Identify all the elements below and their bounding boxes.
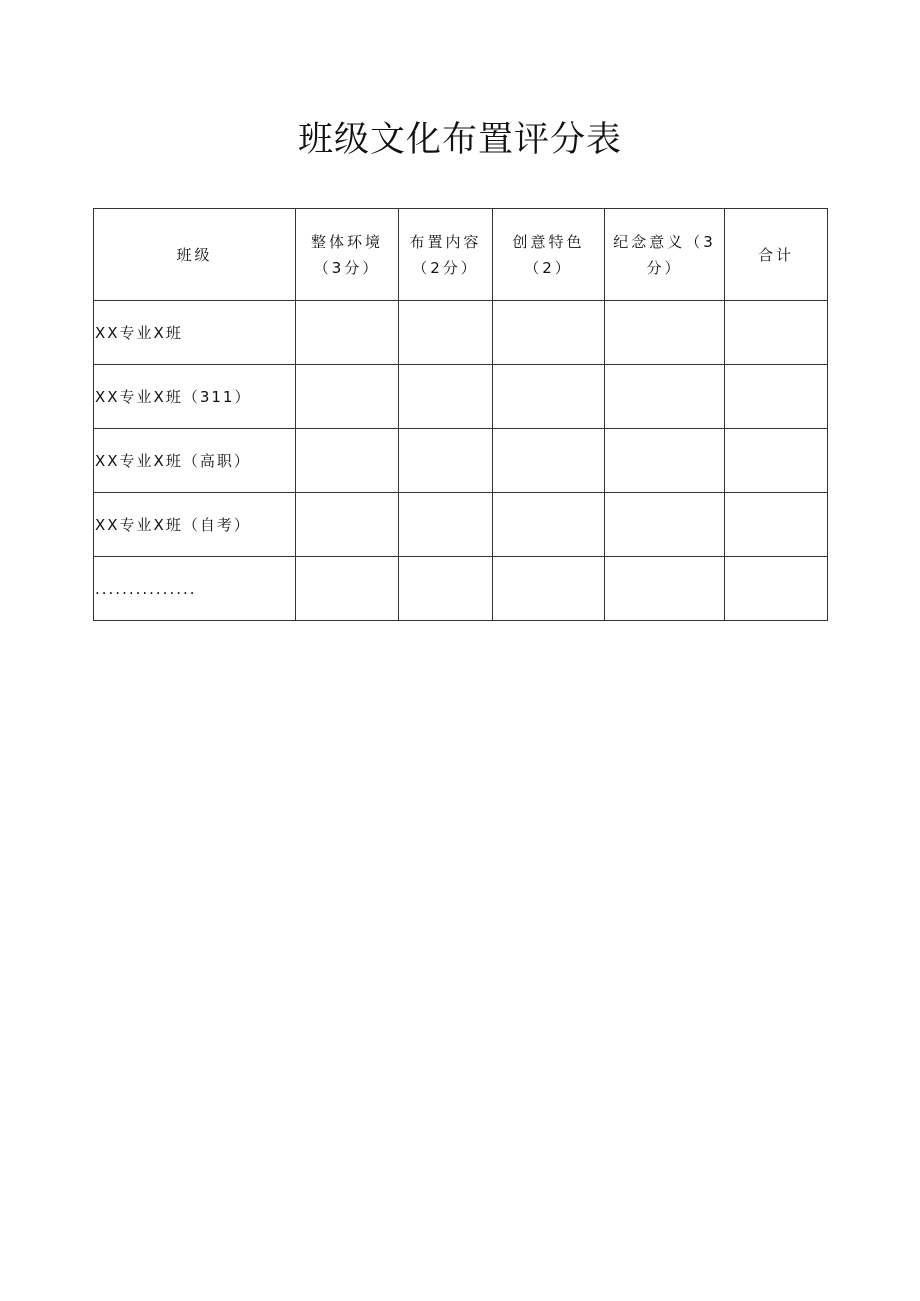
class-name-cell: XX专业X班 [94,301,296,365]
table-row [94,365,828,429]
score-cell-total[interactable] [725,301,828,365]
score-cell-creative[interactable] [493,301,605,365]
header-overall-environment: 整体环境（3分） [296,209,399,301]
class-name-cell: XX专业X班（自考） [94,493,296,557]
score-cell-environment[interactable] [296,301,399,365]
score-cell-content[interactable] [399,493,493,557]
table-row [94,493,828,557]
header-commemorative-meaning: 纪念意义（3分） [605,209,725,301]
score-cell-environment[interactable] [296,365,399,429]
score-cell-total[interactable] [725,429,828,493]
table-row [94,429,828,493]
score-cell-total[interactable] [725,493,828,557]
class-name-cell: XX专业X班（311） [94,365,296,429]
score-cell-creative[interactable] [493,365,605,429]
score-cell-meaning[interactable] [605,493,725,557]
score-cell-environment[interactable] [296,557,399,621]
score-table [93,208,828,621]
score-cell-meaning[interactable] [605,557,725,621]
score-cell-total[interactable] [725,557,828,621]
score-cell-meaning[interactable] [605,301,725,365]
table-row [94,301,828,365]
page-title: 班级文化布置评分表 [297,120,622,160]
score-cell-creative[interactable] [493,557,605,621]
score-cell-meaning[interactable] [605,365,725,429]
table-header [94,209,828,301]
header-row [94,209,828,301]
score-cell-content[interactable] [399,365,493,429]
score-cell-content[interactable] [399,429,493,493]
score-cell-content[interactable] [399,557,493,621]
score-cell-meaning[interactable] [605,429,725,493]
header-class: 班级 [94,209,296,301]
table-body [94,301,828,621]
score-cell-creative[interactable] [493,493,605,557]
class-name-cell: XX专业X班（高职） [94,429,296,493]
score-cell-content[interactable] [399,301,493,365]
header-layout-content: 布置内容（2分） [399,209,493,301]
header-creative-feature: 创意特色（2） [493,209,605,301]
score-cell-environment[interactable] [296,429,399,493]
class-name-cell: ............... [94,557,296,621]
score-cell-environment[interactable] [296,493,399,557]
score-cell-total[interactable] [725,365,828,429]
table-row [94,557,828,621]
header-total: 合计 [725,209,828,301]
score-cell-creative[interactable] [493,429,605,493]
